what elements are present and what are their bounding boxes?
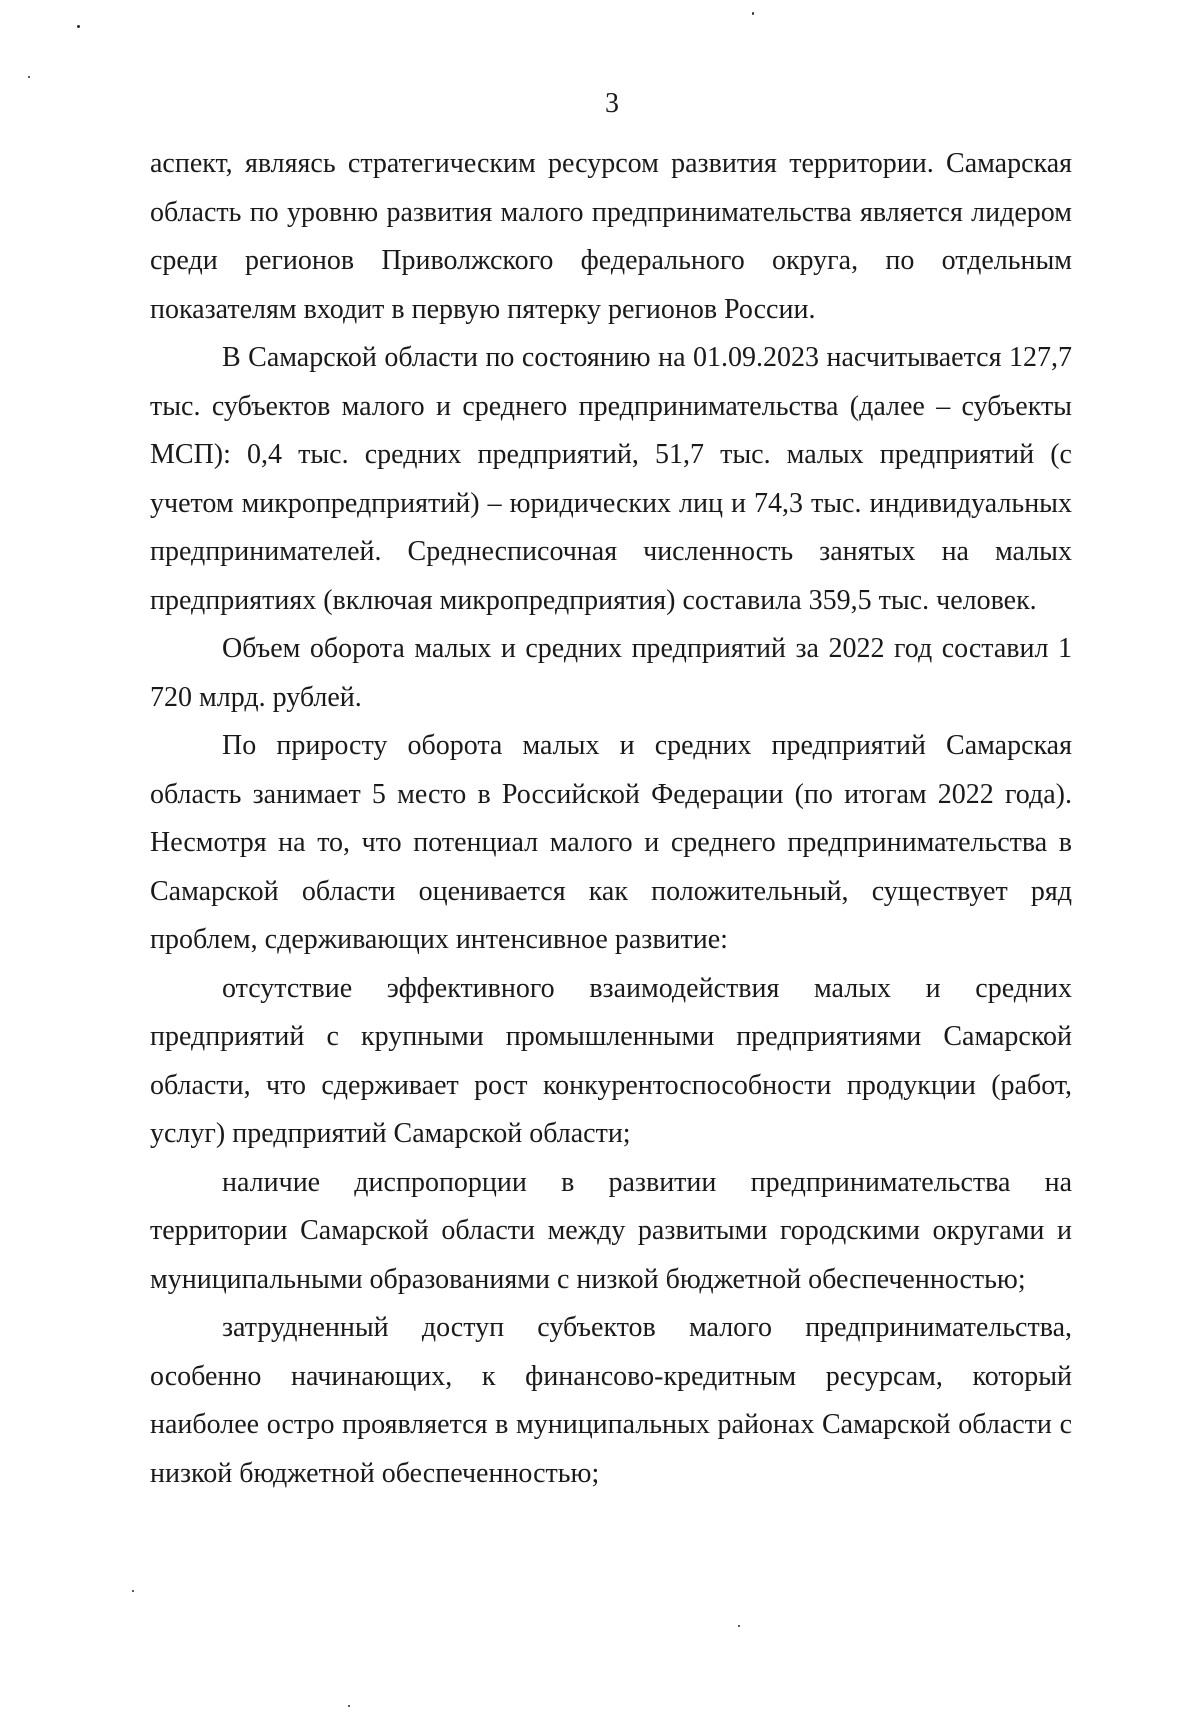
scan-speck bbox=[132, 1590, 134, 1592]
paragraph-sme-statistics: В Самарской области по состоянию на 01.09.2023 насчитывается 127,7 тыс. субъектов малого и среднего предпринимательства (далее – субъекты МСП): 0,4 тыс. средних предприятий, 51,7 тыс. малых предприятий (с учетом микропредприятий) – юридических лиц и 74,3 тыс. индивидуальных предпринимателей. Среднесписочная численность занятых на малых предприятиях (включая микропредприятия) составила 359,5 тыс. человек. bbox=[150, 342, 1072, 616]
paragraph-problem-financing: затрудненный доступ субъектов малого предпринимательства, особенно начинающих, к финансово-кредитным ресурсам, который наиболее остро проявляется в муниципальных районах Самарской области с низкой бюджетной обеспеченностью; bbox=[150, 1312, 1072, 1489]
paragraph-turnover-growth: По приросту оборота малых и средних предприятий Самарская область занимает 5 место в Российской Федерации (по итогам 2022 года). Несмотря на то, что потенциал малого и среднего предпринимательства в Самарской области оценивается как положительный, существует ряд проблем, сдерживающих интенсивное развитие: bbox=[150, 730, 1072, 955]
paragraph-continuation: аспект, являясь стратегическим ресурсом развития территории. Самарская область по уровню развития малого предпринимательства является лидером среди регионов Приволжского федерального округа, по отдельным показателям входит в первую пятерку регионов России. bbox=[150, 148, 1072, 325]
scan-speck bbox=[348, 1705, 350, 1707]
document-body bbox=[150, 140, 1072, 1498]
scan-speck bbox=[28, 76, 30, 78]
scan-speck bbox=[752, 12, 754, 15]
page-number: 3 bbox=[605, 88, 619, 119]
paragraph-problem-disproportion: наличие диспропорции в развитии предпринимательства на территории Самарской области между развитыми городскими округами и муниципальными образованиями с низкой бюджетной обеспеченностью; bbox=[150, 1166, 1072, 1295]
paragraph-turnover: Объем оборота малых и средних предприятий за 2022 год составил 1 720 млрд. рублей. bbox=[150, 633, 1072, 713]
paragraph-problem-interaction: отсутствие эффективного взаимодействия малых и средних предприятий с крупными промышленными предприятиями Самарской области, что сдерживает рост конкурентоспособности продукции (работ, услуг) предприятий Самарской области; bbox=[150, 972, 1072, 1149]
scan-speck bbox=[77, 25, 80, 28]
scan-speck bbox=[738, 1625, 740, 1627]
